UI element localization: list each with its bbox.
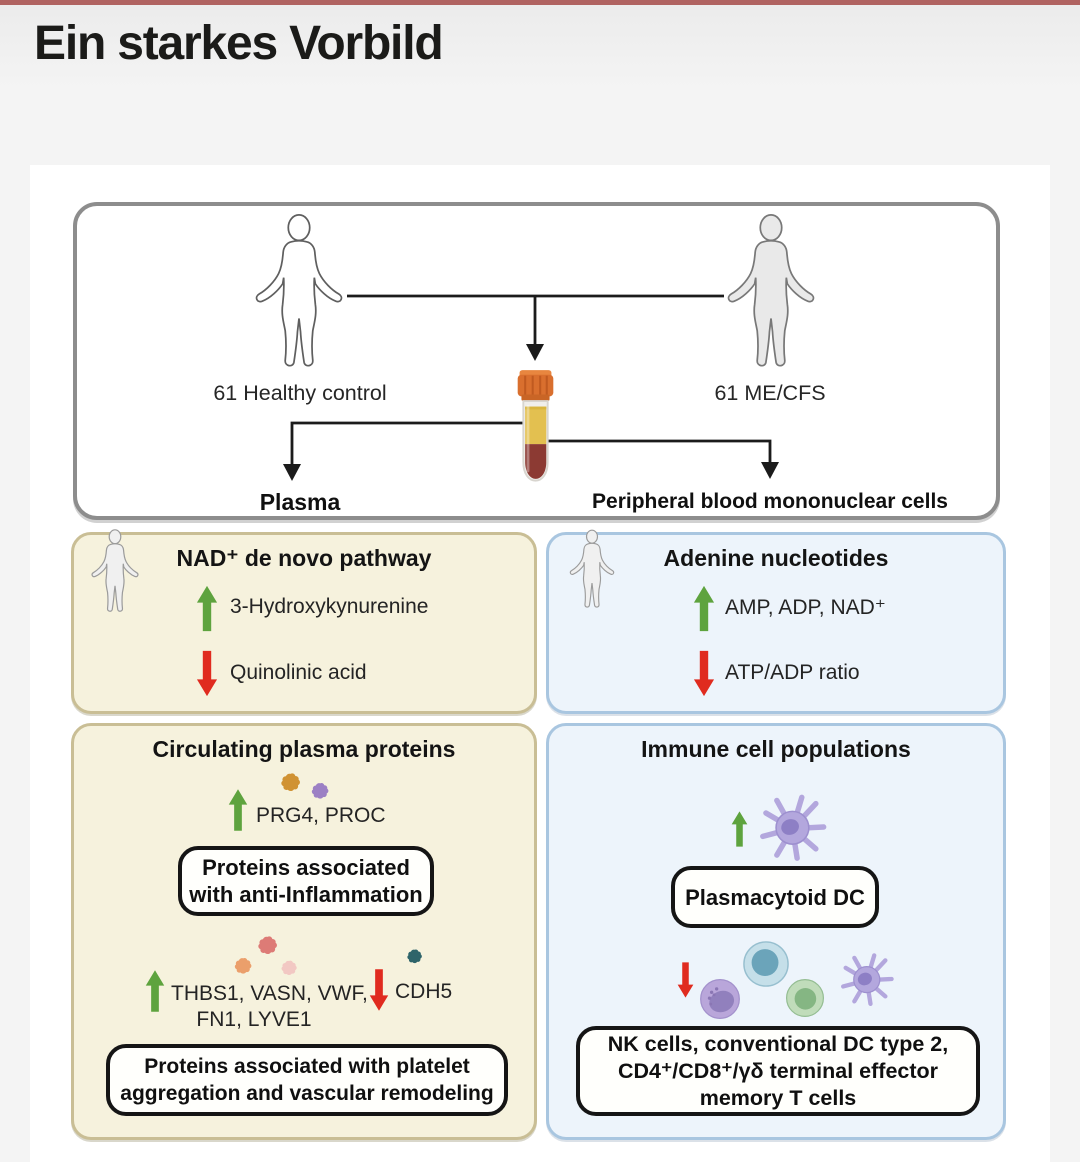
increase-arrow-icon	[228, 784, 248, 836]
increase-arrow-icon	[693, 585, 715, 632]
decreased-cells-box	[576, 1026, 980, 1116]
platelet-aggregation-box	[106, 1044, 508, 1116]
decrease-arrow-icon	[693, 650, 715, 697]
cohort-left-label: 61 Healthy control	[213, 381, 387, 405]
conventional-dc2-cell-icon	[742, 940, 790, 988]
pill-line: Proteins associated	[202, 855, 410, 880]
decrease-arrow-icon	[196, 650, 218, 697]
protein-blob-teal-icon	[404, 946, 425, 967]
dendritic-cell-icon	[837, 948, 899, 1010]
nk-cell-icon	[699, 978, 741, 1020]
increased-metabolite: 3-Hydroxykynurenine	[230, 595, 429, 618]
panel-title: Adenine nucleotides	[663, 545, 889, 571]
decrease-arrow-icon	[369, 967, 389, 1013]
anti-inflammation-box	[178, 846, 434, 916]
increased-proteins-1: PRG4, PROC	[256, 804, 386, 827]
pill-line: aggregation and vascular remodeling	[120, 1082, 494, 1105]
cohort-right-label: 61 ME/CFS	[714, 381, 826, 405]
plasma-label: Plasma	[259, 489, 341, 515]
increase-arrow-icon	[196, 585, 218, 632]
increased-metabolites: AMP, ADP, NAD⁺	[725, 596, 886, 619]
plasmacytoid-dc-box	[671, 866, 879, 928]
pill-line: NK cells, conventional DC type 2,	[607, 1031, 949, 1056]
increased-proteins-2-line2: FN1, LYVE1	[196, 1008, 312, 1031]
nad-pathway-panel	[71, 532, 537, 714]
decreased-protein: CDH5	[395, 980, 453, 1003]
protein-blob-purple-icon	[308, 779, 332, 803]
pbmc-label: Peripheral blood mononuclear cells	[592, 490, 948, 513]
panel-title: Circulating plasma proteins	[152, 736, 456, 762]
page-title: Ein starkes Vorbild	[34, 17, 443, 70]
pill-line: memory T cells	[699, 1085, 857, 1110]
panel-title: Immune cell populations	[641, 736, 911, 762]
protein-blob-pink-icon	[278, 957, 300, 979]
pill-line: CD4⁺/CD8⁺/γδ terminal effector	[617, 1058, 939, 1083]
pill-line: Proteins associated with platelet	[144, 1055, 470, 1078]
protein-blob-orange-icon	[277, 769, 304, 796]
pill-line: with anti-Inflammation	[189, 882, 423, 907]
decreased-metabolite: Quinolinic acid	[230, 661, 367, 684]
plasma-proteins-panel	[71, 723, 537, 1140]
panel-title: NAD⁺ de novo pathway	[176, 545, 432, 571]
mini-person-icon	[88, 529, 142, 615]
plasmacytoid-dc-icon	[755, 788, 833, 866]
accent-bar	[0, 0, 1080, 5]
pill-line: Plasmacytoid DC	[685, 884, 865, 910]
blood-tube-icon	[513, 368, 558, 494]
protein-blob-rose-icon	[254, 932, 281, 959]
increased-proteins-2-line1: THBS1, VASN, VWF,	[171, 982, 368, 1005]
decrease-arrow-icon	[677, 956, 694, 1004]
increase-arrow-icon	[731, 806, 748, 852]
protein-blob-salmon-icon	[231, 954, 255, 978]
adenine-nucleotides-panel	[546, 532, 1006, 714]
t-cell-icon	[785, 978, 825, 1018]
decreased-ratio: ATP/ADP ratio	[725, 661, 860, 684]
immune-cells-panel	[546, 723, 1006, 1140]
healthy-control-figure	[250, 206, 348, 380]
mecfs-figure	[722, 206, 820, 380]
